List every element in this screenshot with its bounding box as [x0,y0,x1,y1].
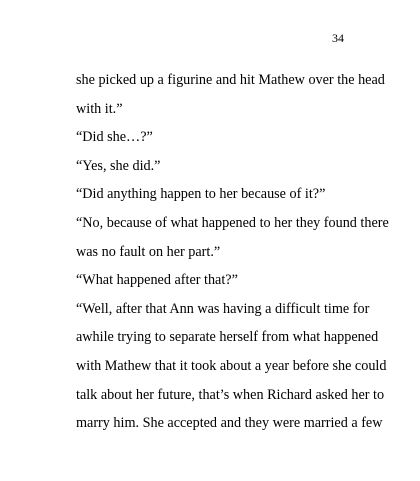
text-line: with Mathew that it took about a year before she could [76,357,387,374]
text-line: she picked up a figurine and hit Mathew over the head [76,72,385,88]
text-line: “Yes, she did.” [76,157,161,174]
text-line: with it.” [76,100,123,117]
text-line: “What happened after that?” [76,272,238,289]
text-line: talk about her future, that’s when Richard asked her to [76,386,385,403]
text-line: “No, because of what happened to her they found there [76,214,389,231]
text-line: was no fault on her part.” [76,243,221,260]
text-line: “Well, after that Ann was having a difficult time for [76,300,370,317]
text-line: “Did she…?” [76,129,153,146]
body-text [76,66,389,438]
text-line: “Did anything happen to her because of it?” [76,186,326,203]
page-number: 34 [332,31,344,45]
text-line: marry him. She accepted and they were married a few [76,415,383,432]
text-line: awhile trying to separate herself from what happened [76,329,379,346]
